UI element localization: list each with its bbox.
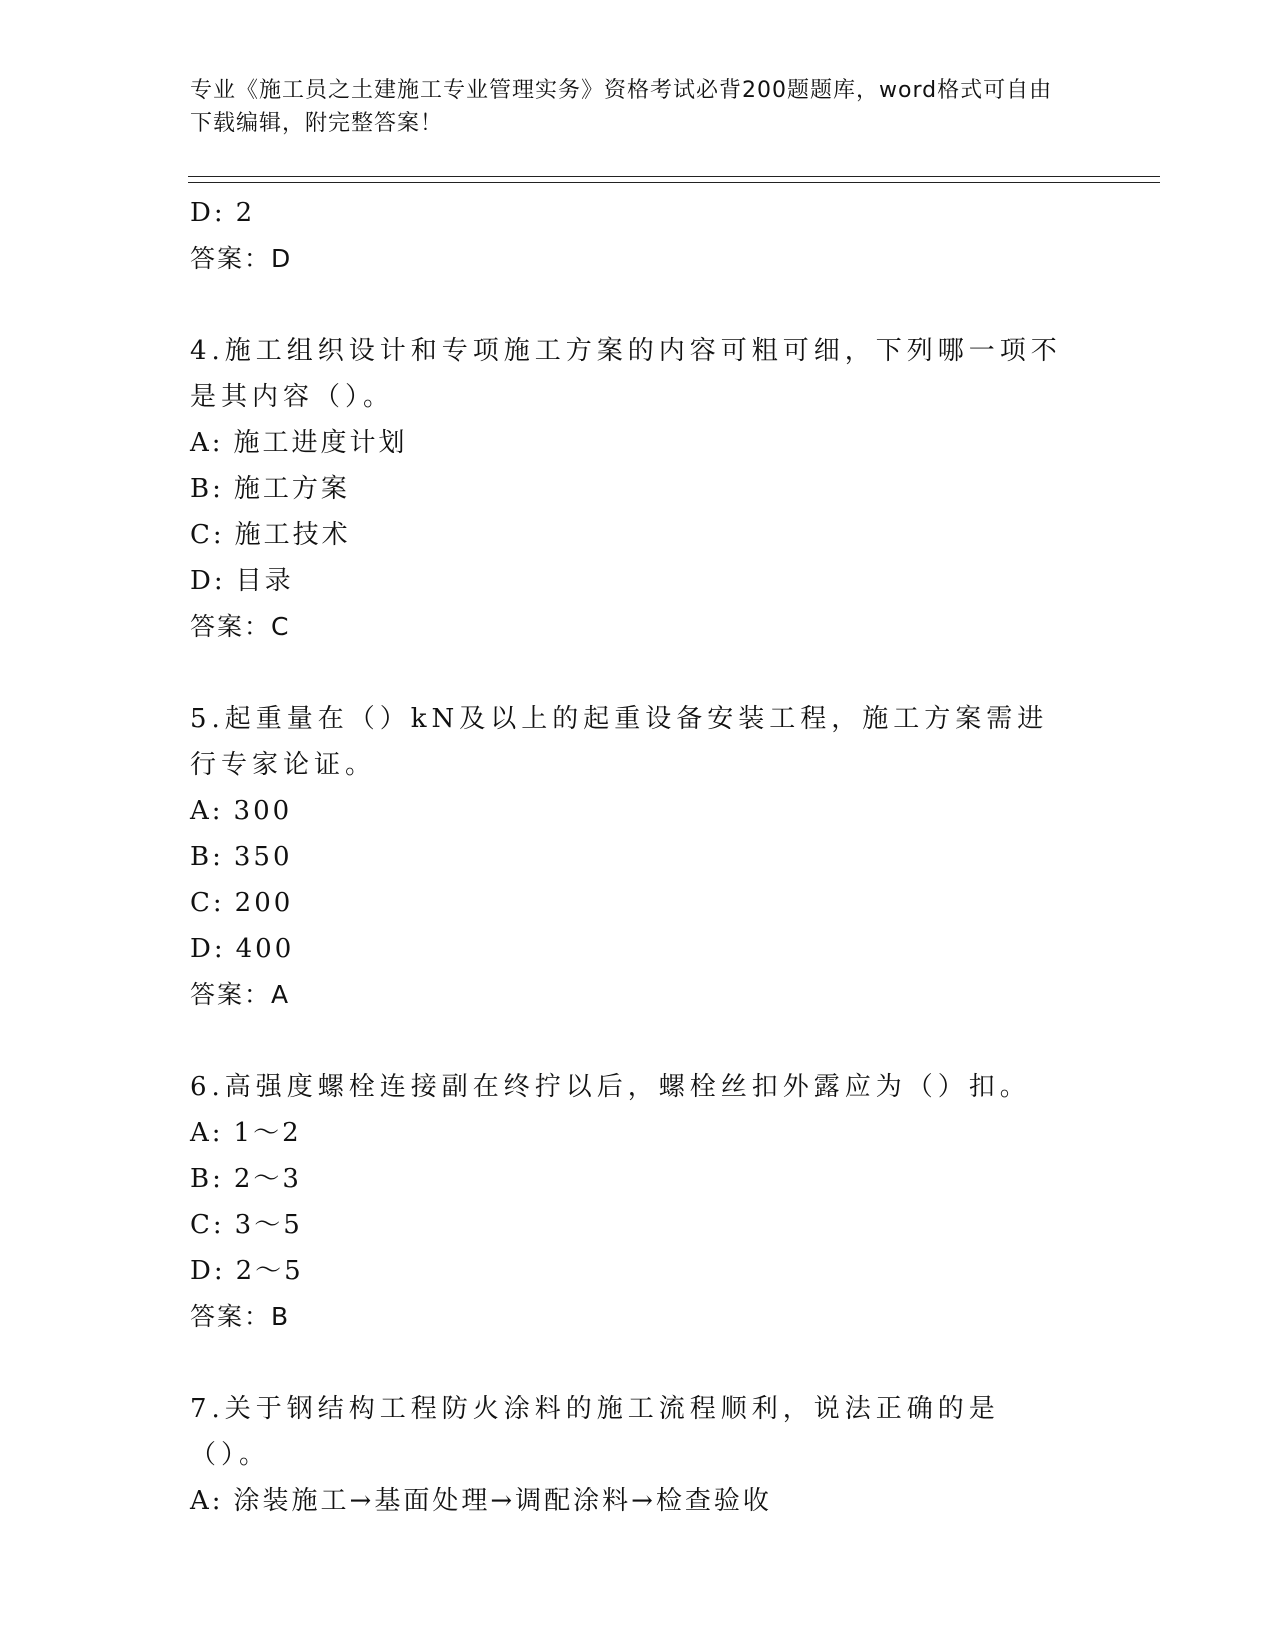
option-line bbox=[190, 512, 1090, 558]
option-separator: : bbox=[213, 198, 226, 228]
option-separator: : bbox=[212, 1164, 224, 1194]
option-letter: B bbox=[190, 474, 213, 504]
option-separator: : bbox=[212, 520, 225, 550]
option-separator: : bbox=[212, 1210, 225, 1240]
question-text: 7.关于钢结构工程防火涂料的施工流程顺利，说法正确的是（）。 bbox=[190, 1394, 1000, 1470]
option-letter: C bbox=[190, 1210, 213, 1240]
header-divider-top bbox=[188, 176, 1160, 177]
question-block bbox=[190, 1064, 1090, 1340]
option-text: 200 bbox=[234, 888, 294, 918]
option-separator: : bbox=[212, 474, 224, 504]
option-text: 施工技术 bbox=[234, 520, 351, 550]
answer-line: 答案：C bbox=[190, 612, 291, 641]
option-letter: D bbox=[190, 198, 214, 228]
option-text: 2 bbox=[235, 198, 256, 228]
option-text: 300 bbox=[233, 796, 293, 826]
option-letter: A bbox=[190, 428, 212, 458]
option-text: 施工方案 bbox=[233, 474, 350, 504]
option-line bbox=[190, 420, 1090, 466]
option-line bbox=[190, 1156, 1090, 1202]
option-separator: : bbox=[212, 842, 224, 872]
option-separator: : bbox=[211, 1118, 224, 1148]
question-block bbox=[190, 696, 1090, 1018]
question-block bbox=[190, 1386, 1090, 1524]
option-line bbox=[190, 1478, 1090, 1524]
option-text: 400 bbox=[235, 934, 295, 964]
option-letter: A bbox=[190, 796, 212, 826]
option-text: 目录 bbox=[235, 566, 294, 596]
option-letter: D bbox=[190, 566, 214, 596]
option-letter: B bbox=[190, 1164, 213, 1194]
option-line bbox=[190, 926, 1090, 972]
option-separator: : bbox=[213, 934, 226, 964]
option-line bbox=[190, 1202, 1090, 1248]
option-text: 350 bbox=[233, 842, 293, 872]
option-letter: B bbox=[190, 842, 213, 872]
option-text: 施工进度计划 bbox=[233, 428, 408, 458]
option-letter: C bbox=[190, 888, 213, 918]
option-line bbox=[190, 1110, 1090, 1156]
question-text: 5.起重量在（）kN及以上的起重设备安装工程，施工方案需进行专家论证。 bbox=[190, 704, 1049, 780]
option-separator: : bbox=[211, 1486, 224, 1516]
option-line bbox=[190, 190, 1090, 236]
option-line bbox=[190, 466, 1090, 512]
option-separator: : bbox=[213, 1256, 226, 1286]
option-text: 2～5 bbox=[235, 1256, 304, 1286]
question-text: 4.施工组织设计和专项施工方案的内容可粗可细，下列哪一项不是其内容（）。 bbox=[190, 336, 1062, 412]
option-text: 涂装施工→基面处理→调配涂料→检查验收 bbox=[233, 1486, 772, 1516]
option-text: 3～5 bbox=[234, 1210, 303, 1240]
question-block bbox=[190, 328, 1090, 650]
option-separator: : bbox=[212, 888, 225, 918]
option-line bbox=[190, 558, 1090, 604]
option-separator: : bbox=[211, 428, 224, 458]
question-list bbox=[190, 190, 1090, 1524]
option-line bbox=[190, 880, 1090, 926]
option-letter: D bbox=[190, 934, 214, 964]
page-header bbox=[190, 74, 1070, 140]
answer-line: 答案：D bbox=[190, 244, 293, 273]
option-separator: : bbox=[213, 566, 226, 596]
option-text: 1～2 bbox=[233, 1118, 302, 1148]
option-letter: A bbox=[190, 1118, 212, 1148]
question-text: 6.高强度螺栓连接副在终拧以后，螺栓丝扣外露应为（）扣。 bbox=[190, 1072, 1031, 1102]
option-letter: A bbox=[190, 1486, 212, 1516]
option-letter: D bbox=[190, 1256, 214, 1286]
option-line bbox=[190, 788, 1090, 834]
option-line bbox=[190, 1248, 1090, 1294]
option-text: 2～3 bbox=[233, 1164, 302, 1194]
option-letter: C bbox=[190, 520, 213, 550]
option-line bbox=[190, 834, 1090, 880]
header-divider-bottom bbox=[188, 182, 1160, 183]
answer-line: 答案：B bbox=[190, 1302, 291, 1331]
answer-line: 答案：A bbox=[190, 980, 291, 1009]
document-title: 专业《施工员之土建施工专业管理实务》资格考试必背200题题库，word格式可自由下载编辑，附完整答案！ bbox=[190, 78, 1053, 136]
option-separator: : bbox=[211, 796, 224, 826]
